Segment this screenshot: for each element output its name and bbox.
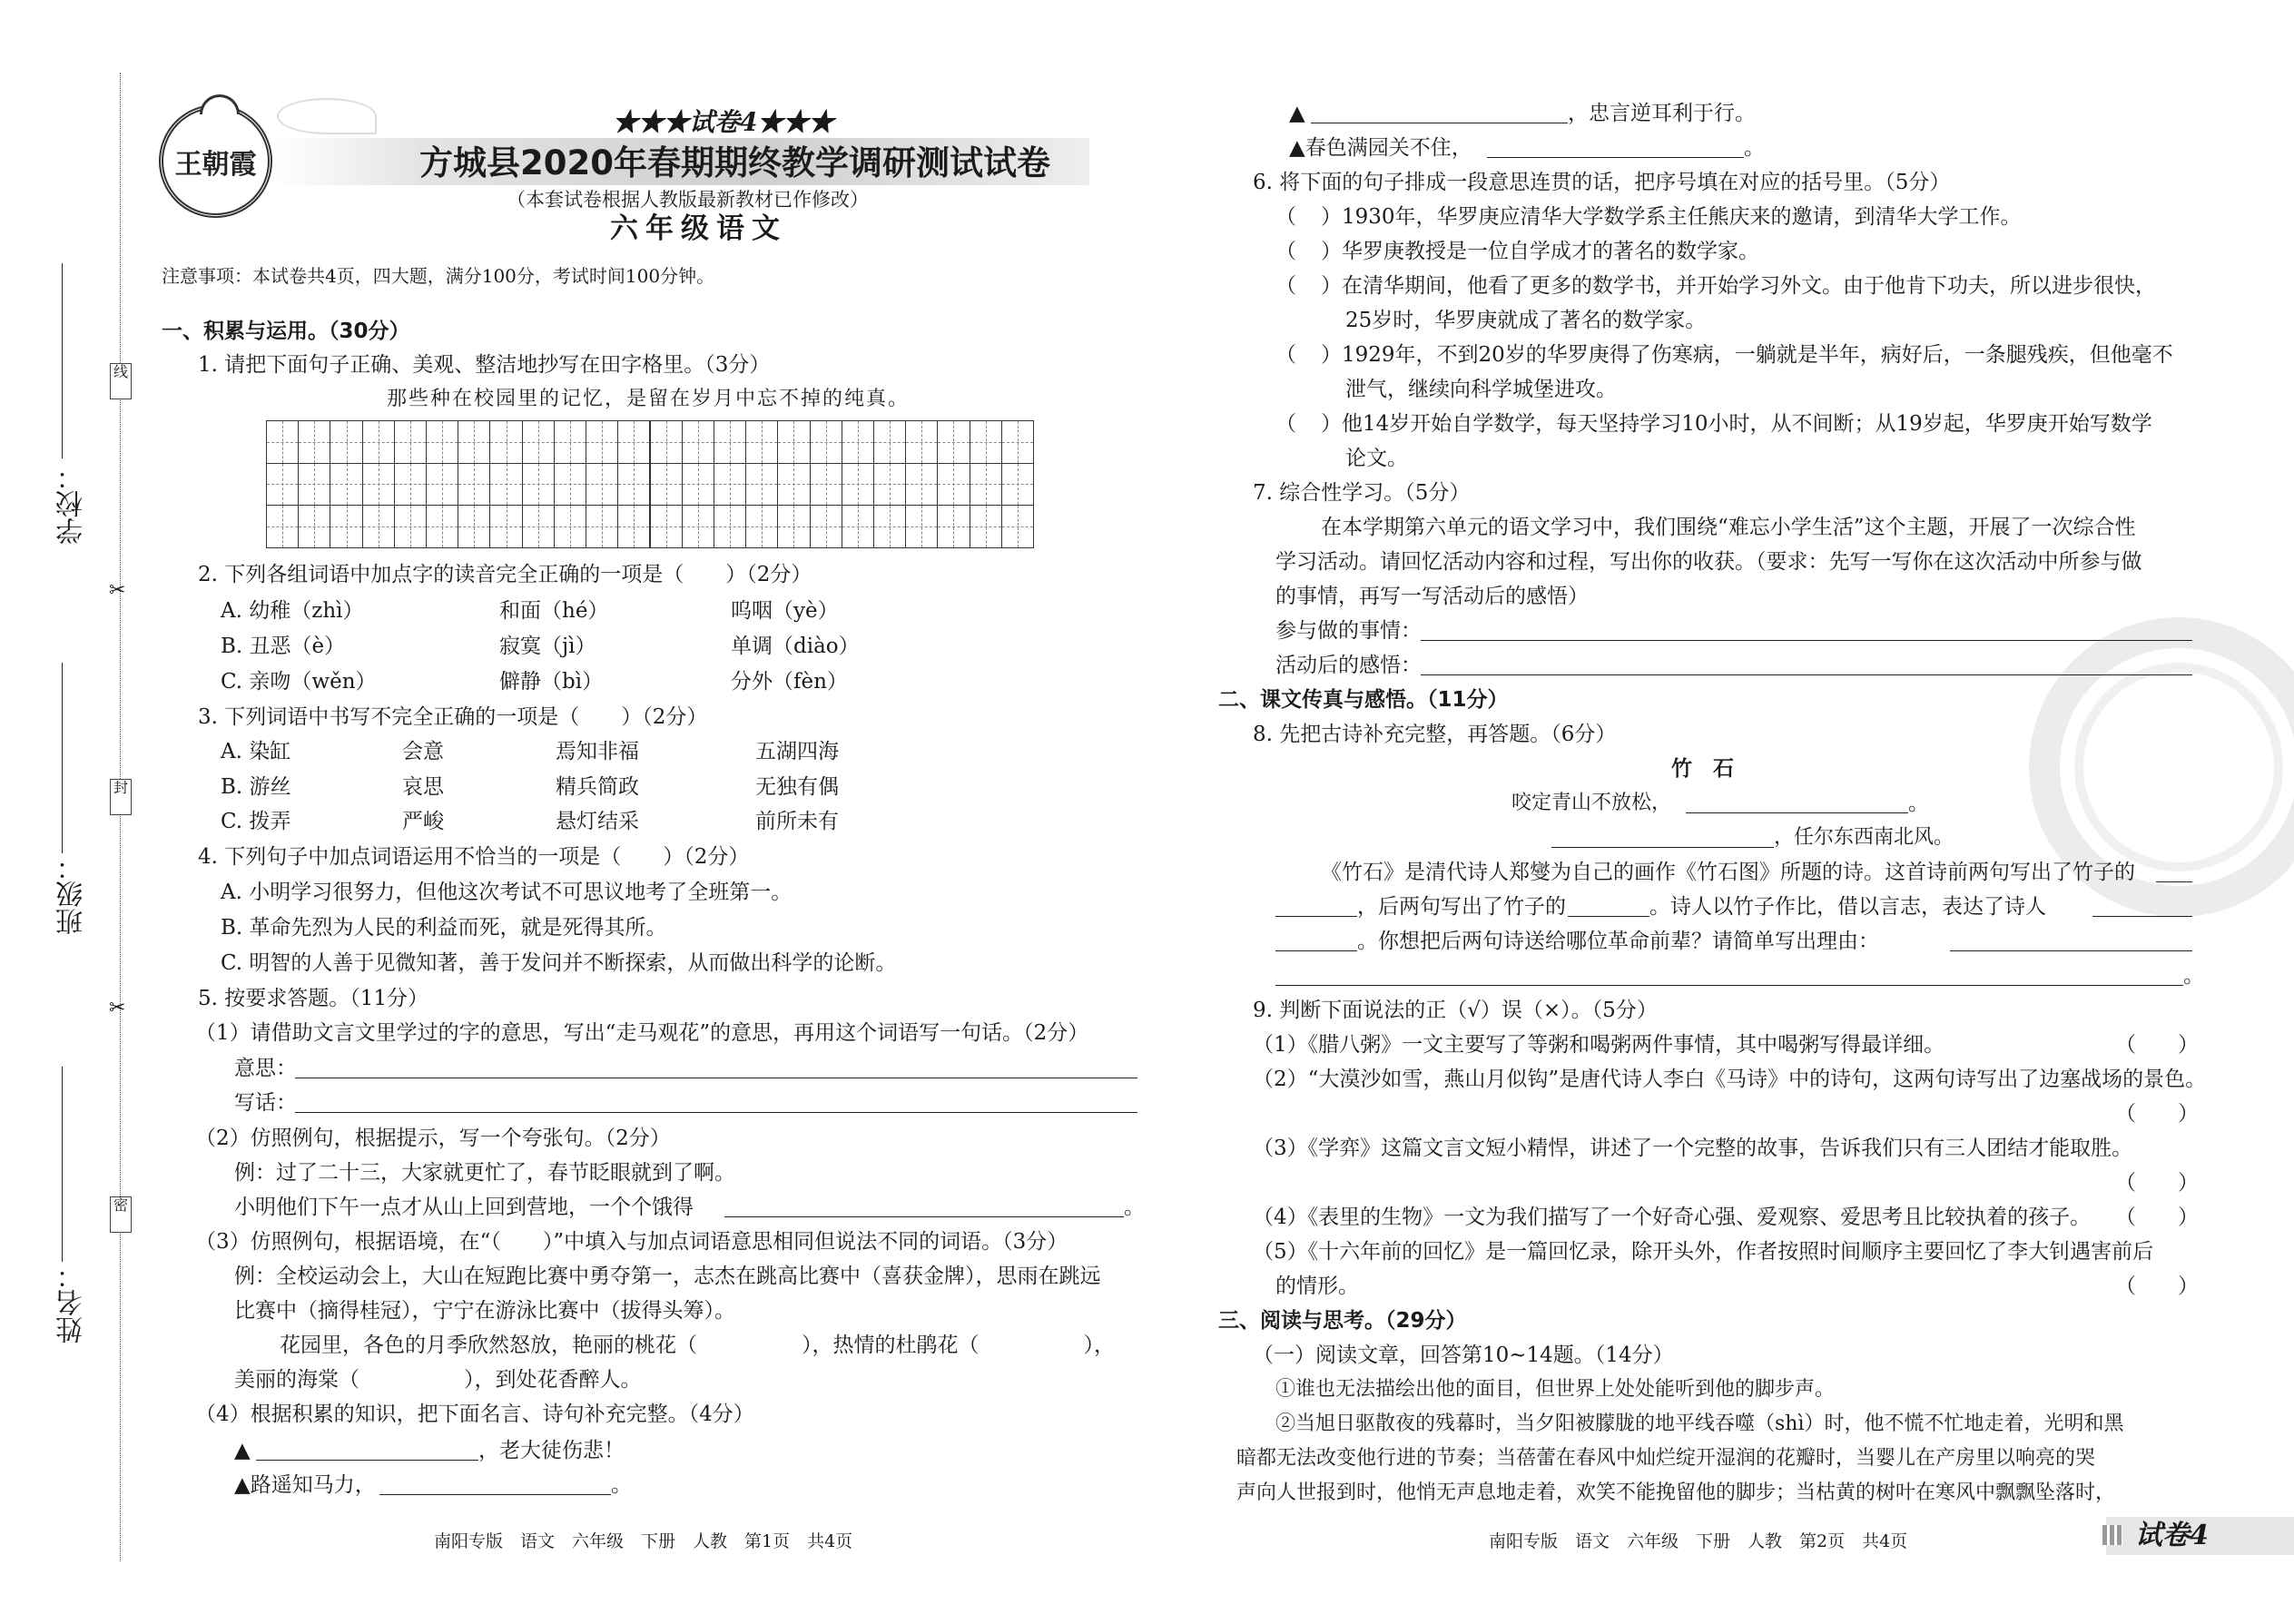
q3-a4: 五湖四海 (755, 740, 839, 763)
q3-c4: 前所未有 (755, 810, 839, 833)
q9-item5b: 的情形。 (1275, 1275, 1359, 1298)
name-field[interactable] (62, 1067, 63, 1262)
tianzige-cell[interactable] (554, 420, 586, 464)
q2-option-c3: 分外（fèn） (731, 670, 848, 694)
exam-title: 方城县2020年春期期终教学调研测试试卷 (419, 143, 1050, 182)
q9-item4: （4）《表里的生物》一文为我们描写了一个好奇心强、爱观察、爱思考且比较执着的孩子。 (1253, 1206, 2092, 1229)
r1-triangle: ▲ (1289, 102, 1305, 125)
tianzige-cell[interactable] (394, 420, 427, 464)
tianzige-cell[interactable] (905, 463, 938, 507)
tianzige-cell[interactable] (777, 505, 810, 548)
q2-option-c2: 僻静（bì） (499, 670, 604, 694)
tianzige-cell[interactable] (905, 420, 938, 464)
q6-paren: （ (1275, 205, 1296, 229)
tianzige-cell[interactable] (394, 463, 427, 507)
q2-option-a2: 和面（hé） (499, 599, 609, 623)
q5-prompt: 5. 按要求答题。（11分） (198, 987, 429, 1010)
reading-para2a: ②当旭日驱散夜的残幕时，当夕阳被朦胧的地平线吞噬（shì）时，他不慌不忙地走着，光明和黑 (1275, 1412, 2124, 1435)
reading-para2b: 暗都无法改变他行进的节奏；当蓓蕾在春风中灿烂绽开湿润的花瓣时，当婴儿在产房里以响亮的哭 (1236, 1447, 2096, 1470)
q8-blank1[interactable] (2156, 881, 2192, 882)
q5-4-b-line[interactable] (379, 1494, 611, 1495)
seal-mark-xian: 线 (110, 363, 132, 399)
page2-footer: 南阳专版 语文 六年级 下册 人教 第2页 共4页 (1489, 1531, 1908, 1551)
q5-3-task2: 美丽的海棠（ ），到处花香醉人。 (234, 1368, 642, 1392)
tianzige-cell[interactable] (362, 420, 395, 464)
tianzige-cell[interactable] (489, 420, 522, 464)
tianzige-cell[interactable] (489, 463, 522, 507)
q3-a3: 焉知非福 (556, 740, 639, 763)
tianzige-cell[interactable] (842, 463, 874, 507)
tianzige-cell[interactable] (714, 420, 746, 464)
q1-prompt: 1. 请把下面句子正确、美观、整洁地抄写在田字格里。（3分） (198, 353, 771, 377)
tianzige-cell[interactable] (745, 505, 778, 548)
reading-para1: ①谁也无法描绘出他的面目，但世界上处处能听到他的脚步声。 (1275, 1378, 1836, 1401)
q3-b3: 精兵简政 (556, 775, 639, 799)
q5-2-prompt: （2）仿照例句，根据提示，写一个夸张句。（2分） (195, 1127, 671, 1150)
tianzige-cell[interactable] (330, 463, 362, 507)
q2-option-c1: C. 亲吻（wěn） (221, 670, 377, 694)
tianzige-grid[interactable] (266, 420, 1033, 547)
tianzige-cell[interactable] (745, 463, 778, 507)
q8-para3: 。你想把后两句诗送给哪位革命前辈？请简单写出理由： (1357, 930, 1879, 953)
q8-reason-line2[interactable] (1275, 985, 2183, 986)
q9-prompt: 9. 判断下面说法的正（√）误（×）。（5分） (1253, 999, 1658, 1022)
q8-blank3-cont[interactable] (1275, 950, 1357, 951)
q5-4-a-line[interactable] (256, 1460, 478, 1461)
q5-3-prompt: （3）仿照例句，根据语境，在“（ ）”中填入与加点词语意思相同但说法不同的词语。（3分） (195, 1230, 1068, 1254)
q6-paren: （ (1275, 412, 1296, 436)
q2-option-a1: A. 幼稚（zhì） (221, 599, 364, 623)
q8-blank3[interactable] (2092, 916, 2192, 917)
tianzige-cell[interactable] (970, 463, 1002, 507)
section3-title: 三、阅读与思考。（29分） (1218, 1309, 1467, 1333)
q3-b4: 无独有偶 (755, 775, 839, 799)
q4-prompt: 4. 下列句子中加点词语运用不恰当的一项是（ ）（2分） (198, 845, 750, 869)
tianzige-cell[interactable] (937, 420, 970, 464)
poem-line1-blank[interactable] (1686, 812, 1908, 813)
exam-subtitle: （本套试卷根据人教版最新教材已作修改） (507, 189, 869, 211)
page-tag: 试卷4 (2135, 1520, 2209, 1551)
q5-3-example2: 比赛中（摘得桂冠），宁宁在游泳比赛中（拔得头筹）。 (234, 1299, 735, 1323)
tianzige-cell[interactable] (777, 463, 810, 507)
tianzige-cell[interactable] (298, 420, 330, 464)
q5-1-prompt: （1）请借助文言文里学过的字的意思，写出“走马观花”的意思，再用这个词语写一句话。（2分） (195, 1021, 1089, 1045)
tianzige-cell[interactable] (489, 505, 522, 548)
tianzige-cell[interactable] (873, 463, 906, 507)
q5-4-b-period: 。 (611, 1473, 632, 1497)
q9-paren2[interactable]: （ ） (2115, 1102, 2199, 1126)
tianzige-cell[interactable] (298, 505, 330, 548)
q5-4-a: ，老大徒伤悲！ (478, 1439, 625, 1462)
q7-a-label: 参与做的事情： (1275, 619, 1422, 643)
poem-line2: ，任尔东西南北风。 (1774, 826, 1954, 849)
notice: 注意事项：本试卷共4页，四大题，满分100分，考试时间100分钟。 (162, 265, 715, 287)
tianzige-cell[interactable] (458, 463, 490, 507)
q4-option-a: A. 小明学习很努力，但他这次考试不可思议地考了全班第一。 (221, 881, 793, 904)
section1-title: 一、积累与运用。（30分） (162, 320, 410, 343)
tianzige-cell[interactable] (842, 420, 874, 464)
q2-option-b2: 寂寞（jì） (499, 635, 596, 658)
q9-item5a: （5）《十六年前的回忆》是一篇回忆录，除开头外，作者按照时间顺序主要回忆了李大钊遇害前后 (1253, 1240, 2154, 1264)
ribbon-decoration (277, 98, 377, 134)
q5-4-prompt: （4）根据积累的知识，把下面名言、诗句补充完整。（4分） (195, 1403, 754, 1426)
grade-subject: 六年级语文 (610, 212, 787, 245)
q8-reason-line[interactable] (1950, 950, 2192, 951)
tianzige-cell[interactable] (266, 463, 299, 507)
tianzige-cell[interactable] (873, 505, 906, 548)
exam-banner: ★★★试卷4★★★ (613, 107, 834, 137)
tianzige-cell[interactable] (458, 505, 490, 548)
tianzige-cell[interactable] (394, 505, 427, 548)
q5-4-triangle: ▲ (234, 1439, 251, 1462)
tianzige-cell[interactable] (810, 420, 842, 464)
q5-2-task: 小明他们下午一点才从山上回到营地，一个个饿得 (234, 1196, 694, 1219)
q6-item5: ）他14岁开始自学数学，每天坚持学习10小时，从不间断；从19岁起，华罗庚开始写数学 (1321, 412, 2152, 436)
section2-title: 二、课文传真与感悟。（11分） (1218, 688, 1509, 712)
class-label: 班级： (56, 853, 88, 935)
tianzige-cell[interactable] (970, 420, 1002, 464)
tianzige-cell[interactable] (970, 505, 1002, 548)
seal-mark-feng: 封 (110, 779, 132, 815)
tianzige-cell[interactable] (1001, 463, 1034, 507)
q3-prompt: 3. 下列词语中书写不完全正确的一项是（ ）（2分） (198, 705, 708, 729)
tianzige-cell[interactable] (937, 505, 970, 548)
q6-item4-cont: 泄气，继续向科学城堡进攻。 (1345, 378, 1617, 401)
r1-text: ，忠言逆耳利于行。 (1568, 102, 1756, 125)
tianzige-cell[interactable] (458, 420, 490, 464)
tianzige-cell[interactable] (682, 505, 714, 548)
q9-item3: （3）《学弈》这篇文言文短小精悍，讲述了一个完整的故事，告诉我们只有三人团结才能取胜。 (1253, 1137, 2133, 1160)
tianzige-cell[interactable] (298, 463, 330, 507)
page-tag-squares (2102, 1525, 2122, 1545)
q3-b2: 哀思 (402, 775, 444, 799)
school-label: 学校： (56, 463, 88, 545)
q8-blank1-cont[interactable] (1275, 916, 1357, 917)
tianzige-cell[interactable] (714, 463, 746, 507)
tianzige-cell[interactable] (842, 505, 874, 548)
q6-item3: ）在清华期间，他看了更多的数学书，并开始学习外文。由于他肯下功夫，所以进步很快， (1321, 274, 2156, 298)
q3-c3: 悬灯结采 (556, 810, 639, 833)
r2-line[interactable] (1487, 157, 1744, 158)
q7-para3: 的事情，再写一写活动后的感悟） (1275, 585, 1589, 608)
q8-para2a: ，后两句写出了竹子的 (1357, 895, 1566, 919)
r2-period: 。 (1744, 136, 1765, 160)
q5-2-answer-line[interactable] (724, 1216, 1124, 1217)
q6-item5-cont: 论文。 (1345, 447, 1408, 470)
tianzige-cell[interactable] (1001, 505, 1034, 548)
q9-paren1[interactable]: （ ） (2115, 1033, 2199, 1057)
binding-line (120, 73, 121, 1561)
tianzige-cell[interactable] (905, 505, 938, 548)
q5-1-write-line[interactable] (295, 1112, 1137, 1113)
q6-item1: ）1930年，华罗庚应清华大学数学系主任熊庆来的邀请，到清华大学工作。 (1321, 205, 2022, 229)
q8-para2b: 。诗人以竹子作比，借以言志，表达了诗人 (1649, 895, 2046, 919)
tianzige-cell[interactable] (810, 505, 842, 548)
publisher-logo (159, 104, 272, 218)
q6-paren: （ (1275, 240, 1296, 263)
poem-line1: 咬定青山不放松， (1511, 792, 1672, 814)
class-field[interactable] (62, 663, 63, 853)
q7-b-label: 活动后的感悟： (1275, 654, 1422, 677)
q9-item2: （2）“大漠沙如雪，燕山月似钩”是唐代诗人李白《马诗》中的诗句，这两句诗写出了边塞战场的景色。 (1253, 1068, 2207, 1091)
q5-1-meaning-label: 意思： (234, 1057, 297, 1080)
q4-option-c: C. 明智的人善于见微知著，善于发问并不断探索，从而做出科学的论断。 (221, 951, 897, 975)
tianzige-cell[interactable] (873, 420, 906, 464)
q2-prompt: 2. 下列各组词语中加点字的读音完全正确的一项是（ ）（2分） (198, 563, 812, 586)
q5-3-task1: 花园里，各色的月季欣然怒放，艳丽的桃花（ ），热情的杜鹃花（ ）， (280, 1334, 1115, 1357)
poem-title: 竹 石 (1671, 757, 1734, 781)
poem-line2-blank[interactable] (1551, 847, 1774, 848)
q8-blank2[interactable] (1568, 916, 1649, 917)
page1-footer: 南阳专版 语文 六年级 下册 人教 第1页 共4页 (434, 1531, 853, 1551)
q5-1-write-label: 写话： (234, 1091, 297, 1115)
tianzige-cell[interactable] (745, 420, 778, 464)
scissor-icon: ✂ (109, 997, 126, 1019)
tianzige-cell[interactable] (266, 505, 299, 548)
tianzige-cell[interactable] (426, 463, 458, 507)
q6-paren: （ (1275, 343, 1296, 367)
q9-paren5[interactable]: （ ） (2115, 1275, 2199, 1298)
q6-prompt: 6. 将下面的句子排成一段意思连贯的话，把序号填在对应的括号里。（5分） (1253, 171, 1951, 194)
q3-b1: B. 游丝 (221, 775, 291, 799)
tianzige-cell[interactable] (937, 463, 970, 507)
tianzige-cell[interactable] (362, 463, 395, 507)
q1-sentence: 那些种在校园里的记忆，是留在岁月中忘不掉的纯真。 (387, 388, 911, 410)
tianzige-cell[interactable] (266, 420, 299, 464)
q2-option-b3: 单调（diào） (731, 635, 860, 658)
q5-2-example: 例：过了二十三，大家就更忙了，春节眨眼就到了啊。 (234, 1161, 735, 1185)
reading-para2c: 声向人世报到时，他悄无声息地走着，欢笑不能挽留他的脚步；当枯黄的树叶在寒风中飘飘坠落时， (1236, 1481, 2116, 1504)
tianzige-cell[interactable] (650, 505, 683, 548)
tianzige-cell[interactable] (426, 505, 458, 548)
q2-option-a3: 呜咽（yè） (731, 599, 839, 623)
tianzige-cell[interactable] (777, 420, 810, 464)
q6-paren: （ (1275, 274, 1296, 298)
tianzige-cell[interactable] (330, 420, 362, 464)
name-label: 姓名： (56, 1262, 88, 1343)
q7-para1: 在本学期第六单元的语文学习中，我们围绕“难忘小学生活”这个主题，开展了一次综合性 (1321, 516, 2136, 539)
tianzige-cell[interactable] (522, 505, 555, 548)
q8-para1: 《竹石》是清代诗人郑燮为自己的画作《竹石图》所题的诗。这首诗前两句写出了竹子的 (1321, 861, 2135, 884)
q6-item2: ）华罗庚教授是一位自学成才的著名的数学家。 (1321, 240, 1759, 263)
tianzige-cell[interactable] (522, 463, 555, 507)
q3-a2: 会意 (402, 740, 444, 763)
tianzige-cell[interactable] (362, 505, 395, 548)
q9-item1: （1）《腊八粥》一文主要写了等粥和喝粥两件事情，其中喝粥写得最详细。 (1253, 1033, 1945, 1057)
tianzige-cell[interactable] (810, 463, 842, 507)
q3-c2: 严峻 (402, 810, 444, 833)
tianzige-cell[interactable] (586, 505, 618, 548)
q7-para2: 学习活动。请回忆活动内容和过程，写出你的收获。（要求：先写一写你在这次活动中所参与做 (1275, 550, 2142, 574)
q9-paren4[interactable]: （ ） (2115, 1206, 2199, 1229)
tianzige-cell[interactable] (522, 420, 555, 464)
tianzige-cell[interactable] (426, 420, 458, 464)
school-field[interactable] (62, 263, 63, 458)
tianzige-cell[interactable] (330, 505, 362, 548)
q3-a1: A. 染缸 (221, 740, 291, 763)
tianzige-cell[interactable] (617, 420, 650, 464)
tianzige-cell[interactable] (554, 505, 586, 548)
tianzige-cell[interactable] (650, 463, 683, 507)
tianzige-cell[interactable] (617, 505, 650, 548)
tianzige-cell[interactable] (617, 463, 650, 507)
q4-option-b: B. 革命先烈为人民的利益而死，就是死得其所。 (221, 916, 667, 940)
tianzige-cell[interactable] (1001, 420, 1034, 464)
q7-a-line[interactable] (1421, 640, 2192, 641)
tianzige-cell[interactable] (554, 463, 586, 507)
reading1-prompt: （一）阅读文章，回答第10~14题。（14分） (1253, 1343, 1674, 1367)
tianzige-cell[interactable] (682, 420, 714, 464)
tianzige-cell[interactable] (682, 463, 714, 507)
secret-watermark (2074, 663, 2283, 871)
q2-option-b1: B. 丑恶（è） (221, 635, 346, 658)
tianzige-cell[interactable] (586, 420, 618, 464)
q7-prompt: 7. 综合性学习。（5分） (1253, 481, 1471, 505)
q8-prompt: 8. 先把古诗补充完整，再答题。（6分） (1253, 723, 1617, 746)
q7-b-line[interactable] (1421, 674, 2192, 675)
q6-item3-cont: 25岁时，华罗庚就成了著名的数学家。 (1345, 309, 1707, 332)
q9-paren3[interactable]: （ ） (2115, 1171, 2199, 1195)
scissor-icon: ✂ (109, 579, 126, 602)
q5-4-b: ▲路遥知马力， (234, 1473, 376, 1497)
q5-2-period: 。 (1124, 1196, 1145, 1219)
poem-line1-period: 。 (1908, 792, 1929, 815)
tianzige-cell[interactable] (586, 463, 618, 507)
tianzige-cell[interactable] (714, 505, 746, 548)
tianzige-cell[interactable] (650, 420, 683, 464)
seal-mark-mi: 密 (110, 1196, 132, 1233)
q6-item4: ）1929年，不到20岁的华罗庚得了伤寒病，一躺就是半年，病好后，一条腿残疾，但他毫不 (1321, 343, 2173, 367)
logo-text: 王朝霞 (174, 148, 257, 181)
q3-c1: C. 拨弄 (221, 810, 291, 833)
r2-text: ▲春色满园关不住， (1289, 136, 1472, 160)
q8-end-period: 。 (2183, 964, 2204, 988)
q5-3-example1: 例：全校运动会上，大山在短跑比赛中勇夺第一，志杰在跳高比赛中（喜获金牌），思雨在跳远 (234, 1265, 1101, 1288)
